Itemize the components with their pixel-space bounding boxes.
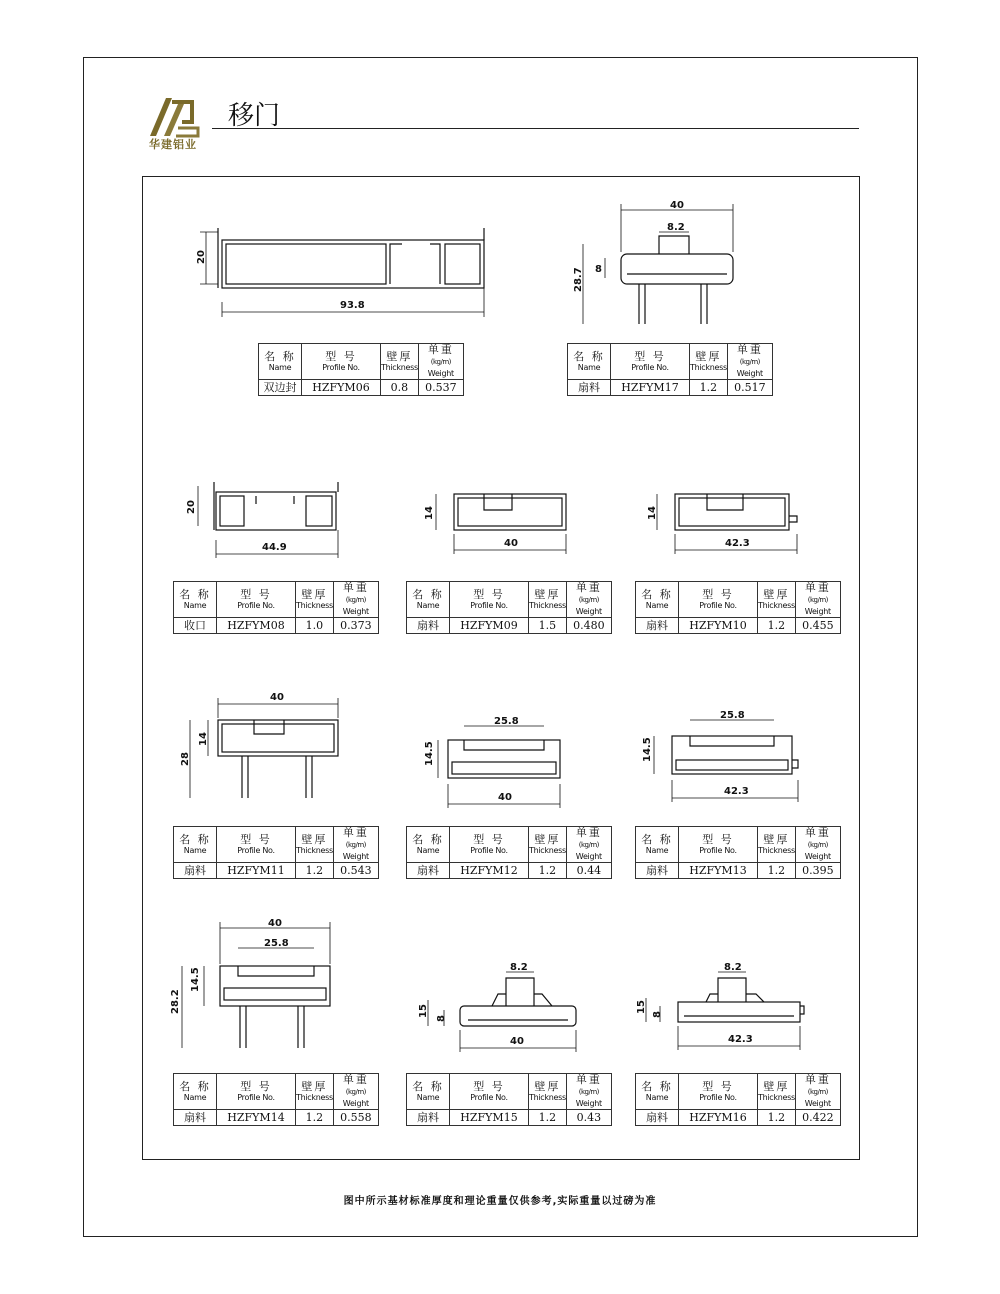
spec-table-hzfym16: 名 称 Name 型 号 Profile No. 壁厚 Thickness 单重(kg/m) Weight 扇料 HZFYM16 1.2 0.422 xyxy=(635,1073,841,1126)
dim-label: 40 xyxy=(510,1036,524,1047)
dim-label: 14.5 xyxy=(424,741,435,766)
profile-drawing-hzfym17 xyxy=(565,196,745,326)
spec-table-hzfym12: 名 称 Name 型 号 Profile No. 壁厚 Thickness 单重(kg/m) Weight 扇料 HZFYM12 1.2 0.44 xyxy=(406,826,612,879)
profile-drawing-hzfym13 xyxy=(640,706,810,806)
spec-table-hzfym14: 名 称 Name 型 号 Profile No. 壁厚 Thickness 单重(kg/m) Weight 扇料 HZFYM14 1.2 0.558 xyxy=(173,1073,379,1126)
spec-table-hzfym13: 名 称 Name 型 号 Profile No. 壁厚 Thickness 单重(kg/m) Weight 扇料 HZFYM13 1.2 0.395 xyxy=(635,826,841,879)
dim-label: 14.5 xyxy=(190,967,201,992)
dim-label: 14 xyxy=(198,732,209,746)
dim-label: 8.2 xyxy=(510,962,528,973)
dim-label: 42.3 xyxy=(728,1034,753,1045)
dim-label: 14 xyxy=(647,506,658,520)
profile-drawing-hzfym14 xyxy=(168,914,343,1054)
dim-label: 8 xyxy=(595,264,602,275)
dim-label: 40 xyxy=(504,538,518,549)
spec-table-hzfym08: 名 称 Name 型 号 Profile No. 壁厚 Thickness 单重(kg/m) Weight 收口 HZFYM08 1.0 0.373 xyxy=(173,581,379,634)
profile-drawing-hzfym12 xyxy=(418,712,578,812)
dim-label: 40 xyxy=(498,792,512,803)
dim-label: 40 xyxy=(268,918,282,929)
logo-text: 华建铝业 xyxy=(149,138,197,151)
profile-drawing-hzfym06 xyxy=(190,222,500,327)
footer-note: 图中所示基材标准厚度和理论重量仅供参考,实际重量以过磅为准 xyxy=(343,1196,657,1207)
profile-drawing-hzfym15 xyxy=(418,960,588,1055)
dim-label: 8 xyxy=(652,1011,663,1018)
profile-drawing-hzfym08 xyxy=(180,478,350,563)
profile-drawing-hzfym11 xyxy=(172,688,347,803)
dim-label: 42.3 xyxy=(724,786,749,797)
dim-label: 40 xyxy=(270,692,284,703)
dim-label: 8 xyxy=(436,1015,447,1022)
spec-table-hzfym11: 名 称 Name 型 号 Profile No. 壁厚 Thickness 单重(kg/m) Weight 扇料 HZFYM11 1.2 0.543 xyxy=(173,826,379,879)
spec-table-hzfym06: 名 称 Name 型 号 Profile No. 壁厚 Thickness 单重(kg/m) Weight 双边封 HZFYM06 0.8 0.537 xyxy=(258,343,464,396)
spec-table-hzfym17: 名 称 Name 型 号 Profile No. 壁厚 Thickness 单重(kg/m) Weight 扇料 HZFYM17 1.2 0.517 xyxy=(567,343,773,396)
dim-label: 25.8 xyxy=(264,938,289,949)
profile-drawing-hzfym16 xyxy=(638,960,813,1055)
spec-table-hzfym09: 名 称 Name 型 号 Profile No. 壁厚 Thickness 单重(kg/m) Weight 扇料 HZFYM09 1.5 0.480 xyxy=(406,581,612,634)
dim-label: 14.5 xyxy=(642,737,653,762)
dim-label: 93.8 xyxy=(340,300,365,311)
dim-label: 15 xyxy=(418,1004,429,1018)
dim-label: 42.3 xyxy=(725,538,750,549)
dim-label: 28.7 xyxy=(573,267,584,292)
dim-label: 28 xyxy=(180,752,191,766)
dim-label: 40 xyxy=(670,200,684,211)
dim-label: 20 xyxy=(186,500,197,514)
profile-drawing-hzfym10 xyxy=(645,490,815,560)
dim-label: 25.8 xyxy=(720,710,745,721)
spec-table-hzfym10: 名 称 Name 型 号 Profile No. 壁厚 Thickness 单重(kg/m) Weight 扇料 HZFYM10 1.2 0.455 xyxy=(635,581,841,634)
profile-drawing-hzfym09 xyxy=(420,490,580,560)
spec-table-hzfym15: 名 称 Name 型 号 Profile No. 壁厚 Thickness 单重(kg/m) Weight 扇料 HZFYM15 1.2 0.43 xyxy=(406,1073,612,1126)
page-title: 移门 xyxy=(228,101,281,131)
dim-label: 25.8 xyxy=(494,716,519,727)
dim-label: 8.2 xyxy=(667,222,685,233)
dim-label: 28.2 xyxy=(170,989,181,1014)
dim-label: 14 xyxy=(424,506,435,520)
dim-label: 44.9 xyxy=(262,542,287,553)
dim-label: 8.2 xyxy=(724,962,742,973)
dim-label: 20 xyxy=(196,250,207,264)
title-rule xyxy=(212,128,859,129)
dim-label: 15 xyxy=(636,1000,647,1014)
